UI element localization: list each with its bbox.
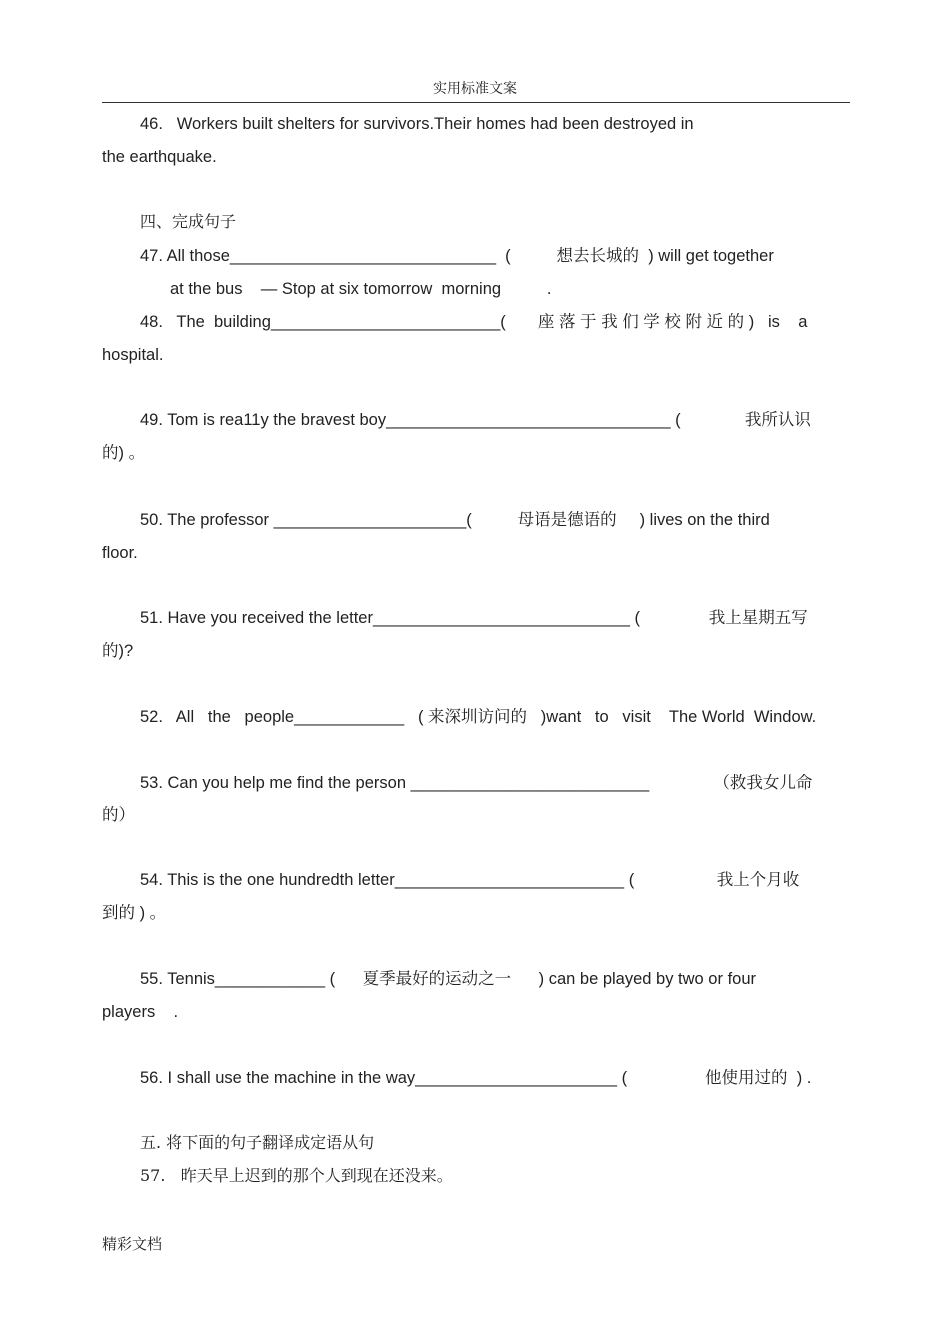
- question-54-line-1: 54. This is the one hundredth letter_________________________ ( 我上个月收: [140, 871, 800, 889]
- question-47-line-2: at the bus — Stop at six tomorrow morning .: [170, 280, 552, 298]
- question-53-line-2: 的）: [102, 806, 135, 824]
- question-49-line-2: 的) 。: [102, 444, 146, 462]
- section-heading-5: 五. 将下面的句子翻译成定语从句: [140, 1133, 375, 1152]
- question-50-line-1: 50. The professor _____________________( 母语是德语的 ) lives on the third: [140, 511, 770, 529]
- question-46-line-1: 46. Workers built shelters for survivors.Their homes had been destroyed in: [140, 115, 694, 133]
- question-46-line-2: the earthquake.: [102, 148, 217, 166]
- question-55-line-1: 55. Tennis____________ ( 夏季最好的运动之一 ) can be played by two or four: [140, 970, 756, 988]
- page-footer: 精彩文档: [102, 1235, 163, 1253]
- page-header: 实用标准文案: [433, 81, 517, 97]
- question-55-line-2: players .: [102, 1003, 179, 1021]
- question-52-line-1: 52. All the people____________ ( 来深圳访问的 )want to visit The World Window.: [140, 708, 817, 726]
- question-51-line-1: 51. Have you received the letter____________________________ ( 我上星期五写: [140, 609, 808, 627]
- question-50-line-2: floor.: [102, 544, 138, 562]
- question-48-line-2: hospital.: [102, 346, 164, 364]
- question-56-line-1: 56. I shall use the machine in the way______________________ ( 他使用过的 ) .: [140, 1069, 812, 1087]
- header-rule: [102, 102, 850, 103]
- question-48-line-1: 48. The building_________________________( 座 落 于 我 们 学 校 附 近 的 ) is a: [140, 313, 808, 331]
- question-53-line-1: 53. Can you help me find the person __________________________ （救我女儿命: [140, 774, 813, 792]
- section-heading-4: 四、完成句子: [140, 212, 237, 231]
- question-49-line-1: 49. Tom is rea11y the bravest boy_______________________________ ( 我所认识: [140, 411, 811, 429]
- question-51-line-2: 的)?: [102, 642, 134, 660]
- question-57-line-1: 57. 昨天早上迟到的那个人到现在还没来。: [140, 1166, 453, 1185]
- question-54-line-2: 到的 ) 。: [102, 904, 167, 922]
- question-47-line-1: 47. All those_____________________________ ( 想去长城的 ) will get together: [140, 247, 774, 265]
